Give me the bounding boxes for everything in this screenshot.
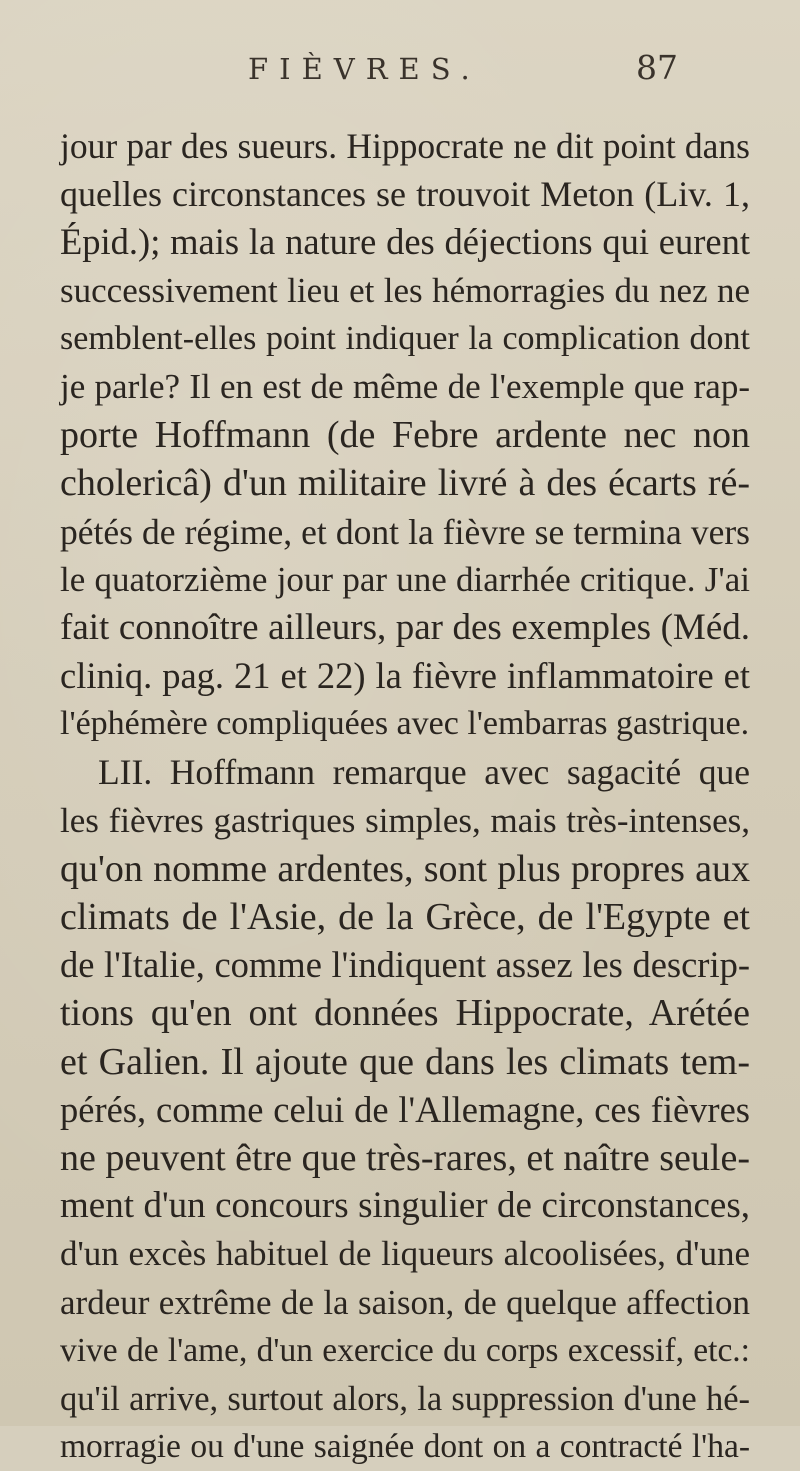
text-line: successivement lieu et les hémorragies du nez ne xyxy=(60,270,750,310)
text-line: tions qu'en ont données Hippocrate, Arétée xyxy=(60,992,750,1035)
text-line: jour par des sueurs. Hippocrate ne dit point dans xyxy=(60,126,750,166)
text-line: pérés, comme celui de l'Allemagne, ces fièvres xyxy=(60,1088,750,1130)
running-title: FIÈVRES. xyxy=(248,52,481,86)
text-line: d'un excès habituel de liqueurs alcoolisées, d'une xyxy=(60,1234,750,1274)
text-line: morragie ou d'une saignée dont on a contracté l'ha- xyxy=(60,1428,750,1466)
page-header xyxy=(0,48,800,102)
text-line: semblent-elles point indiquer la complication dont xyxy=(60,319,750,357)
page-number: 87 xyxy=(636,48,678,87)
text-line: cliniq. pag. 21 et 22) la fièvre inflammatoire et xyxy=(60,655,750,697)
text-line: de l'Italie, comme l'indiquent assez les descrip- xyxy=(60,944,750,986)
text-line: ne peuvent être que très-rares, et naître seule- xyxy=(60,1136,750,1179)
text-line: pétés de régime, et dont la fièvre se termina vers xyxy=(60,511,750,552)
paragraph-start-line: LII. Hoffmann remarque avec sagacité que xyxy=(98,752,750,793)
text-line: les fièvres gastriques simples, mais très-intenses, xyxy=(60,800,750,840)
text-line: qu'on nomme ardentes, sont plus propres aux xyxy=(60,847,750,890)
text-line: ardeur extrême de la saison, de quelque affection xyxy=(60,1282,750,1322)
text-line: fait connoître ailleurs, par des exemples (Méd. xyxy=(60,606,750,648)
text-line: et Galien. Il ajoute que dans les climats tem- xyxy=(60,1040,750,1083)
text-line: qu'il arrive, surtout alors, la suppression d'une hé- xyxy=(60,1379,750,1418)
body-text xyxy=(60,122,750,1471)
text-line: l'éphémère compliquées avec l'embarras gastrique. xyxy=(60,705,750,743)
text-line: le quatorzième jour par une diarrhée critique. J'ai xyxy=(60,559,750,599)
text-line: climats de l'Asie, de la Grèce, de l'Egypte et xyxy=(60,896,750,938)
text-line: quelles circonstances se trouvoit Meton (Liv. 1, xyxy=(60,174,750,215)
text-line: ment d'un concours singulier de circonstances, xyxy=(60,1185,750,1227)
text-line: Épid.); mais la nature des déjections qui eurent xyxy=(60,221,750,263)
text-line: cholericâ) d'un militaire livré à des écarts ré- xyxy=(60,462,750,505)
text-line: je parle? Il en est de même de l'exemple que rap- xyxy=(60,366,750,406)
text-line: porte Hoffmann (de Febre ardente nec non xyxy=(60,414,750,457)
text-line: vive de l'ame, d'un exercice du corps excessif, etc.: xyxy=(60,1331,750,1369)
